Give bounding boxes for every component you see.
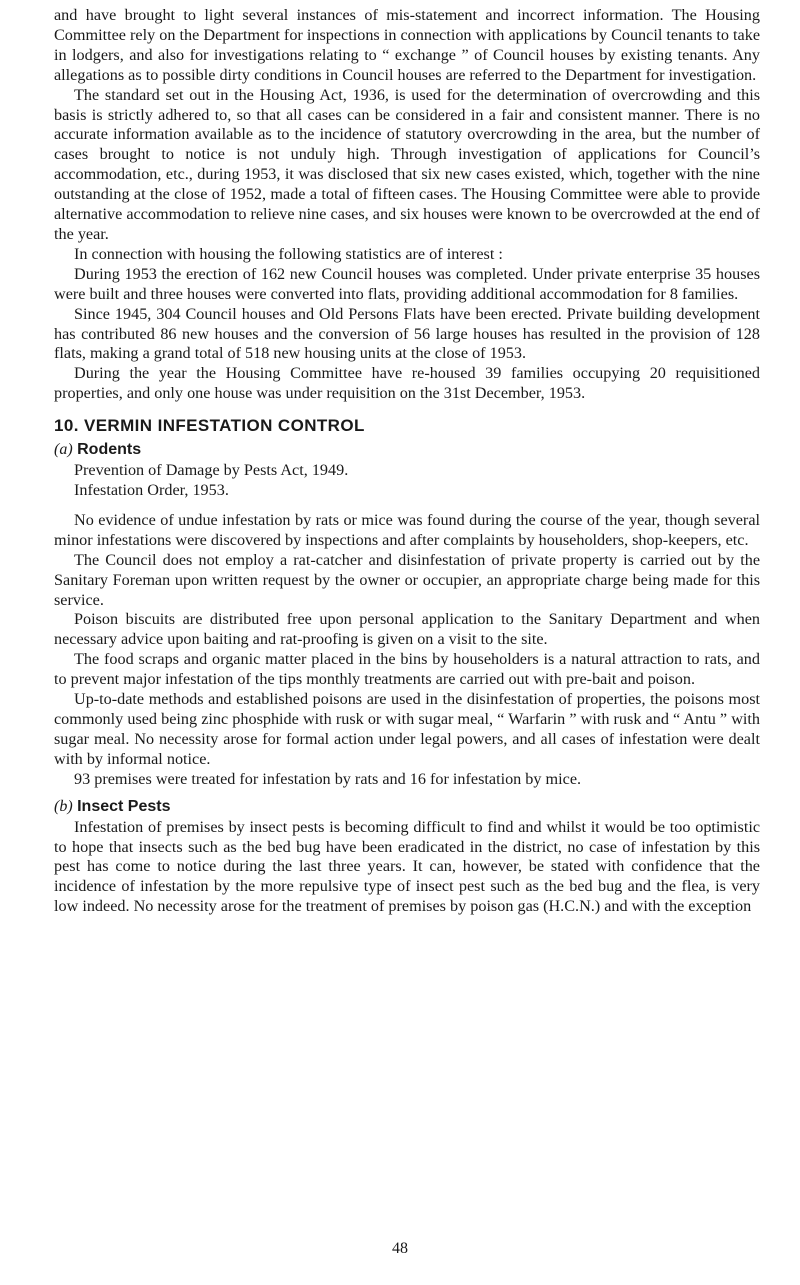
rodents-paragraph-6: 93 premises were treated for infestation by rats and 16 for infestation by mice. [74,769,582,788]
housing-paragraph-6: During the year the Housing Committee have re-housed 39 families occupying 20 requisitioned properties, and only one house was under requisition on the 31st December, 1953. [54,364,760,403]
rodents-paragraph-5: Up-to-date methods and established poisons are used in the disinfestation of properties, the poisons most commonly used being zinc phosphide with rusk or with sugar meal, “ Warfarin ” with rusk and “ Antu ” with sugar meal. No necessity arose for formal action under legal powers, and all cases of infestation were dealt with by informal notice. [54,690,760,768]
rodents-subheading [54,439,760,460]
section-heading: 10. VERMIN INFESTATION CONTROL [54,416,365,436]
rodents-paragraph-2: The Council does not employ a rat-catcher and disinfestation of private property is carried out by the Sanitary Foreman upon written request by the owner or occupier, an appropriate charge being made for this service. [54,550,760,609]
insects-title: Insect Pests [77,797,171,815]
rodents-order: Infestation Order, 1953. [74,481,229,500]
housing-paragraph-2: The standard set out in the Housing Act, 1936, is used for the determination of overcrowding and this basis is strictly adhered to, so that all cases can be considered in a fair and consistent manner. There is no accurate information available as to the incidence of statutory overcrowding in the area, but the number of cases brought to notice is not unduly high. Through investigation of applications for Council’s accommodation, etc., during 1953, it was disclosed that six new cases existed, which, together with the nine outstanding at the close of 1952, made a total of fifteen cases. The Housing Committee were able to provide alternative accommodation to relieve nine cases, and six houses were known to be overcrowded at the end of the year. [54,85,760,243]
housing-paragraph-3: In connection with housing the following statistics are of interest : [74,244,503,263]
insects-paragraph-1: Infestation of premises by insect pests is becoming difficult to find and whilst it would be too optimistic to hope that insects such as the bed bug have been eradicated in the district, no case of infestation by this pest has come to notice during the last three years. It can, however, be stated with confidence that the incidence of infestation by the more repulsive type of insect pest such as the bed bug and the flea, is very low indeed. No necessity arose for the treatment of premises by poison gas (H.C.N.) and with the exception [54,817,760,916]
housing-paragraph-4: During 1953 the erection of 162 new Council houses was completed. Under private enterprise 35 houses were built and three houses were converted into flats, providing additional accommodation for 8 families. [54,264,760,303]
rodents-title: Rodents [77,441,142,459]
housing-paragraph-5: Since 1945, 304 Council houses and Old Persons Flats have been erected. Private building development has contributed 86 new houses and the conversion of 56 large houses has resulted in the provision of 128 flats, making a grand total of 518 new housing units at the close of 1953. [54,304,760,363]
page-number: 48 [392,1240,408,1257]
rodents-letter: (a) [54,441,73,459]
rodents-act: Prevention of Damage by Pests Act, 1949. [74,461,349,480]
rodents-paragraph-1: No evidence of undue infestation by rats or mice was found during the course of the year, though several minor infestations were discovered by inspections and after complaints by householders, shop-keepers, etc. [54,510,760,549]
rodents-paragraph-4: The food scraps and organic matter placed in the bins by householders is a natural attraction to rats, and to prevent major infestation of the tips monthly treatments are carried out with pre-bait and poison. [54,650,760,689]
rodents-paragraph-3: Poison biscuits are distributed free upon personal application to the Sanitary Department and when necessary advice upon baiting and rat-proofing is given on a visit to the site. [54,610,760,649]
housing-paragraph-1: and have brought to light several instances of mis-statement and incorrect information. The Housing Committee rely on the Department for inspections in connection with applications by Council tenants to take in lodgers, and also for investigations relating to “ exchange ” of Council houses by existing tenants. Any allegations as to possible dirty conditions in Council houses are referred to the Department for investigation. [54,6,760,84]
insects-subheading [54,796,760,817]
insects-letter: (b) [54,797,73,815]
